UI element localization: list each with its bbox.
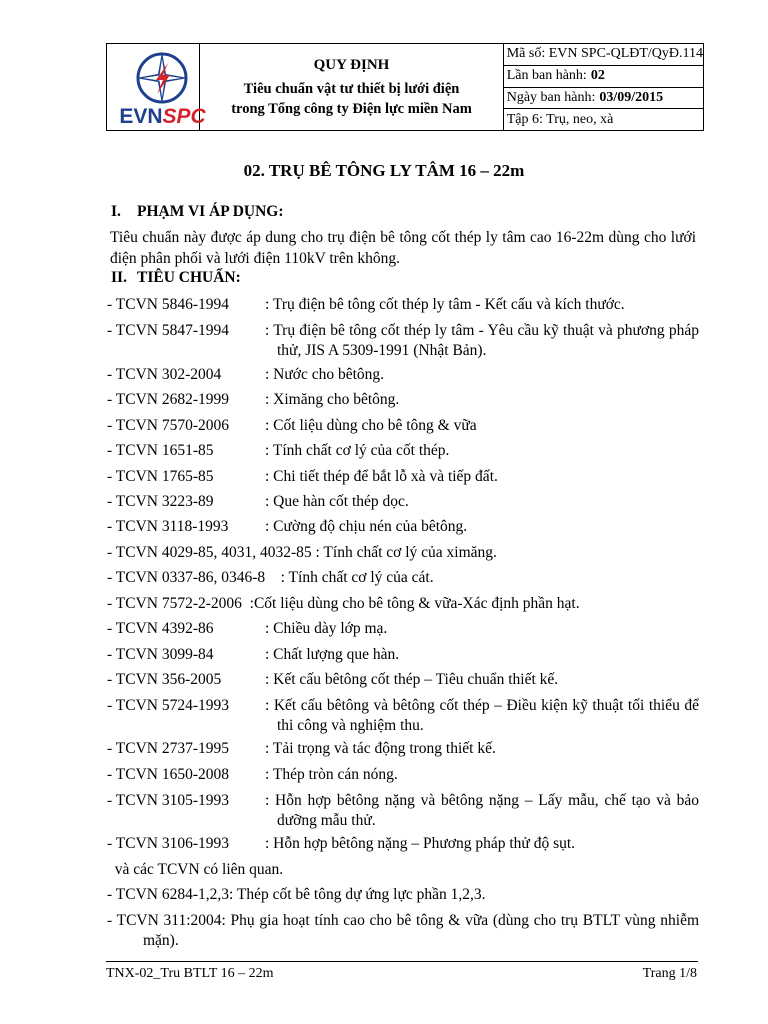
standard-code: - TCVN 5847-1994 — [107, 322, 229, 339]
lan-ban-hanh-value: 02 — [590, 68, 605, 84]
standard-desc: : Chiều dày lớp mạ. — [265, 620, 388, 637]
standard-desc: : Thép tròn cán nóng. — [265, 766, 398, 783]
standard-desc: : Kết cấu bêtông cốt thép – Tiêu chuẩn thiết kế. — [265, 671, 559, 688]
tap-text: Tập 6: Trụ, neo, xà — [506, 111, 614, 127]
document-header-table — [106, 43, 704, 131]
ma-so-text: Mã số: EVN SPC-QLĐT/QyĐ.114 — [506, 46, 703, 62]
logo-cell — [107, 44, 206, 130]
standard-item — [107, 791, 699, 831]
section-2-title: TIÊU CHUẨN: — [137, 269, 241, 286]
footer-document-code: TNX-02_Tru BTLT 16 – 22m — [106, 966, 274, 981]
standard-code: - TCVN 3105-1993 — [107, 792, 229, 809]
header-subtitle-line1: Tiêu chuẩn vật tư thiết bị lưới điện — [243, 81, 460, 97]
section-2-heading — [111, 269, 241, 287]
lan-ban-hanh-label: Lần ban hành: — [506, 68, 587, 84]
section-1-title: PHẠM VI ÁP DỤNG: — [137, 203, 284, 220]
standard-code: - TCVN 1651-85 — [107, 442, 214, 459]
standard-item — [107, 441, 699, 461]
standard-desc: : Cốt liệu dùng cho bê tông & vữa — [265, 417, 477, 434]
standard-desc: : Chất lượng que hàn. — [265, 646, 400, 663]
standard-code: - TCVN 2682-1999 — [107, 391, 229, 408]
standard-desc: - TCVN 6284-1,2,3: Thép cốt bê tông dự ứng lực phần 1,2,3. — [107, 886, 486, 903]
standard-desc: - TCVN 4029-85, 4031, 4032-85 : Tính chất cơ lý của ximăng. — [107, 544, 497, 561]
footer-divider — [106, 961, 698, 962]
standard-item — [107, 492, 699, 512]
info-lan-ban-hanh — [504, 66, 703, 88]
standard-desc: : Cường độ chịu nén của bêtông. — [265, 518, 468, 535]
standard-item — [107, 696, 699, 736]
standard-desc: : Hỗn hợp bêtông nặng – Phương pháp thử độ sụt. — [265, 835, 576, 852]
standard-code: - TCVN 4392-86 — [107, 620, 214, 637]
standard-item — [107, 467, 699, 487]
document-title: 02. TRỤ BÊ TÔNG LY TÂM 16 – 22m — [243, 161, 525, 180]
header-subtitle-line2: trong Tổng công ty Điện lực miền Nam — [231, 101, 472, 117]
standard-code: - TCVN 7570-2006 — [107, 417, 229, 434]
standard-code: - TCVN 1650-2008 — [107, 766, 229, 783]
standard-item — [107, 416, 699, 436]
standard-desc: : Que hàn cốt thép dọc. — [265, 493, 409, 510]
standard-code: - TCVN 5724-1993 — [107, 697, 229, 714]
logo-wordmark — [107, 106, 218, 128]
standard-item — [107, 911, 699, 951]
standard-desc: : Trụ điện bê tông cốt thép ly tâm - Kết cấu và kích thước. — [265, 296, 625, 313]
info-tap — [504, 109, 703, 130]
standard-item — [107, 365, 699, 385]
standard-code: - TCVN 3099-84 — [107, 646, 214, 663]
info-ngay-ban-hanh — [504, 88, 703, 110]
standard-desc: - TCVN 0337-86, 0346-8 : Tính chất cơ lý của cát. — [107, 569, 434, 586]
standard-desc: : Nước cho bêtông. — [265, 366, 385, 383]
standard-item — [107, 390, 699, 410]
standard-desc: - TCVN 7572-2-2006 :Cốt liệu dùng cho bê tông & vữa-Xác định phần hạt. — [107, 595, 580, 612]
standard-desc: : Hỗn hợp bêtông nặng và bêtông nặng – Lấy mẫu, chế tạo và bảo dưỡng mẫu thử. — [265, 792, 699, 829]
standard-desc: - TCVN 311:2004: Phụ gia hoạt tính cao cho bê tông & vữa (dùng cho trụ BTLT vùng nhiễm mặn). — [107, 912, 699, 949]
standard-code: - TCVN 3118-1993 — [107, 518, 229, 535]
info-ma-so — [504, 44, 703, 66]
standard-item — [107, 885, 699, 905]
standard-desc: : Trụ điện bê tông cốt thép ly tâm - Yêu cầu kỹ thuật và phương pháp thử, JIS A 5309-1991 (Nhật Bản). — [265, 322, 699, 359]
standard-item — [107, 765, 699, 785]
footer-page-number: Trang 1/8 — [642, 966, 697, 981]
standard-desc: : Kết cấu bêtông và bêtông cốt thép – Điều kiện kỹ thuật tối thiểu để thi công và nghiệm thu. — [265, 697, 699, 734]
standard-item — [107, 834, 699, 854]
standard-item — [107, 645, 699, 665]
standard-code: - TCVN 302-2004 — [107, 366, 222, 383]
section-1-heading — [111, 203, 284, 221]
logo-text-spc: SPC — [162, 105, 206, 128]
standard-code: - TCVN 2737-1995 — [107, 740, 229, 757]
standard-item — [107, 594, 699, 614]
header-title: QUY ĐỊNH — [313, 57, 390, 73]
standard-item — [107, 670, 699, 690]
standard-desc: và các TCVN có liên quan. — [107, 861, 284, 878]
evnspc-logo-icon — [130, 49, 194, 107]
standard-item — [107, 543, 699, 563]
standard-code: - TCVN 3223-89 — [107, 493, 214, 510]
standard-code: - TCVN 3106-1993 — [107, 835, 229, 852]
section-1-text: Tiêu chuẩn này được áp dung cho trụ điện bê tông cốt thép ly tâm cao 16-22m dùng cho lưới điện phân phối và lưới điện 110kV trên không. — [110, 229, 696, 267]
standard-item — [107, 295, 699, 315]
standard-item — [107, 739, 699, 759]
standard-desc: : Chi tiết thép để bắt lỗ xà và tiếp đất. — [265, 468, 498, 485]
standard-desc: : Ximăng cho bêtông. — [265, 391, 400, 408]
standard-code: - TCVN 356-2005 — [107, 671, 222, 688]
ngay-ban-hanh-value: 03/09/2015 — [599, 89, 664, 105]
standard-desc: : Tải trọng và tác động trong thiết kế. — [265, 740, 496, 757]
standard-item — [107, 517, 699, 537]
standard-code: - TCVN 5846-1994 — [107, 296, 229, 313]
standard-item — [107, 860, 699, 880]
section-1-number: I. — [111, 203, 121, 220]
section-2-number: II. — [111, 269, 127, 286]
standard-item — [107, 568, 699, 588]
ngay-ban-hanh-label: Ngày ban hành: — [506, 89, 596, 105]
standard-desc: : Tính chất cơ lý của cốt thép. — [265, 442, 450, 459]
standard-item — [107, 619, 699, 639]
standard-code: - TCVN 1765-85 — [107, 468, 214, 485]
header-title-cell — [200, 44, 503, 130]
standard-item — [107, 321, 699, 361]
header-info-cell — [504, 44, 703, 130]
logo-text-evn: EVN — [119, 105, 163, 128]
